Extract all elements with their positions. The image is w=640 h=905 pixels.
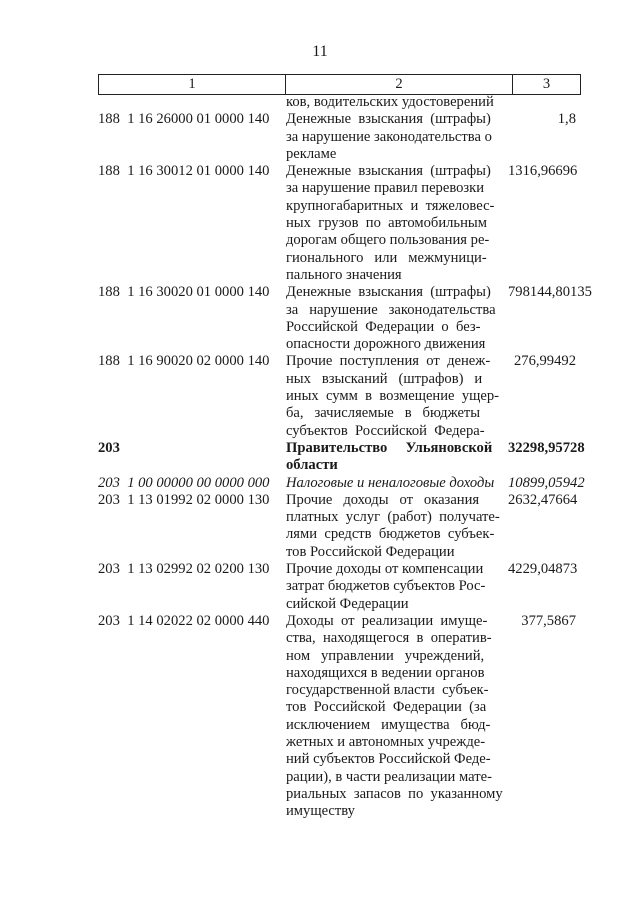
row-name-line: ков, водительских удостоверений (286, 94, 494, 110)
row-code (98, 613, 286, 821)
row-name-line: лями средств бюджетов субъек- (286, 526, 495, 543)
row-code-text: 203 1 13 01992 02 0000 130 (98, 491, 270, 508)
row-name-line: жетных и автономных учрежде- (286, 733, 486, 750)
row-code (98, 492, 286, 561)
row-name-line: государственной власти субъек- (286, 682, 489, 699)
row-name-line: риальных запасов по указанному (286, 785, 503, 802)
row-code-text: 188 1 16 26000 01 0000 140 (98, 111, 270, 128)
row-amount: 276,99492 (513, 353, 576, 370)
row-amount: 32298,95728 (508, 439, 585, 456)
row-code (98, 111, 286, 163)
row-name (286, 561, 508, 613)
row-code (98, 353, 286, 439)
row-amount: 798144,80135 (508, 284, 592, 301)
table-row (98, 475, 576, 492)
row-name-line: ний субъектов Российской Феде- (286, 751, 491, 768)
row-code-text: 188 1 16 30012 01 0000 140 (98, 163, 270, 180)
revenue-table (98, 94, 592, 820)
row-code (98, 475, 286, 492)
table-row (98, 111, 576, 163)
row-name-line: за нарушение законодательства (286, 301, 496, 318)
row-name-line: Денежные взыскания (штрафы) (286, 284, 491, 301)
row-code-text: 203 1 00 00000 00 0000 000 (98, 474, 270, 491)
row-name-line: Прочие поступления от денеж- (286, 353, 491, 370)
row-name (286, 613, 508, 821)
row-name-line: субъектов Российской Федера- (286, 422, 485, 439)
row-name-line: рации), в части реализации мате- (286, 768, 492, 785)
row-name-line: Российской Федерации о без- (286, 318, 481, 335)
row-name-line: тов Российской Федерации (за (286, 699, 487, 716)
row-code-text: 188 1 16 90020 02 0000 140 (98, 353, 270, 370)
table-row (98, 440, 576, 475)
row-name-line: рекламе (286, 145, 337, 162)
row-name-line: исключением имущества бюд- (286, 716, 491, 733)
row-name-line: затрат бюджетов субъектов Рос- (286, 578, 486, 595)
row-name-line: области (286, 457, 338, 474)
row-code-text: 203 1 13 02992 02 0200 130 (98, 561, 270, 578)
row-name-line: Правительство Ульяновской (286, 439, 493, 456)
row-name-line: сийской Федерации (286, 595, 409, 612)
row-name-line: ном управлении учреждений, (286, 647, 485, 664)
row-name-line: Прочие доходы от компенсации (286, 561, 484, 578)
row-name-line: гионального или межмуници- (286, 249, 487, 266)
row-name-line: за нарушение правил перевозки (286, 180, 485, 197)
row-name (286, 111, 508, 163)
row-name-line: имуществу (286, 803, 355, 820)
row-name-line: ных грузов по автомобильным (286, 215, 487, 232)
table-row (98, 353, 576, 439)
row-name-line: Прочие доходы от оказания (286, 491, 480, 508)
row-code (98, 163, 286, 284)
row-amount: 10899,05942 (508, 474, 585, 491)
row-amount: 377,5867 (521, 612, 576, 629)
column-header-1: 1 (99, 75, 286, 95)
row-amount: 1,8 (557, 111, 576, 128)
table-row (98, 613, 576, 821)
row-name (286, 163, 508, 284)
row-name-line: опасности дорожного движения (286, 336, 486, 353)
row-name-line: пального значения (286, 266, 402, 283)
row-name (286, 492, 508, 561)
row-name-line: ства, находящегося в оператив- (286, 630, 492, 647)
row-name-line: Доходы от реализации имуще- (286, 612, 488, 629)
row-name (286, 284, 508, 353)
row-code (98, 284, 286, 353)
row-code (98, 94, 286, 111)
row-amount: 4229,04873 (508, 561, 578, 578)
row-code (98, 561, 286, 613)
row-code-text: 203 1 14 02022 02 0000 440 (98, 612, 270, 629)
table-row (98, 492, 576, 561)
row-name (286, 353, 508, 439)
row-name-line: ных взысканий (штрафов) и (286, 370, 483, 387)
row-name-line: Налоговые и неналоговые доходы (286, 474, 495, 491)
column-header-3: 3 (513, 75, 581, 95)
row-amount (508, 94, 576, 111)
table-row (98, 94, 576, 111)
row-code (98, 440, 286, 475)
row-name (286, 475, 508, 492)
table-row (98, 284, 576, 353)
row-amount: 1316,96696 (508, 163, 578, 180)
row-name-line: тов Российской Федерации (286, 543, 455, 560)
row-name (286, 440, 508, 475)
row-name-line: иных сумм в возмещение ущер- (286, 388, 499, 405)
row-amount: 2632,47664 (508, 491, 578, 508)
table-row (98, 561, 576, 613)
row-name-line: крупногабаритных и тяжеловес- (286, 197, 495, 214)
row-name-line: за нарушение законодательства о (286, 128, 492, 145)
row-name-line: ба, зачисляемые в бюджеты (286, 405, 481, 422)
row-name (286, 94, 508, 111)
row-name-line: Денежные взыскания (штрафы) (286, 111, 491, 128)
row-name-line: дорогам общего пользования ре- (286, 232, 490, 249)
row-name-line: находящихся в ведении органов (286, 664, 485, 681)
column-header-2: 2 (286, 75, 513, 95)
row-name-line: платных услуг (работ) получате- (286, 509, 500, 526)
row-code-text: 188 1 16 30020 01 0000 140 (98, 284, 270, 301)
table-row (98, 163, 576, 284)
row-code-text: 203 (98, 439, 120, 456)
page-number: 11 (312, 43, 328, 60)
table-header (98, 74, 581, 95)
row-name-line: Денежные взыскания (штрафы) (286, 163, 491, 180)
